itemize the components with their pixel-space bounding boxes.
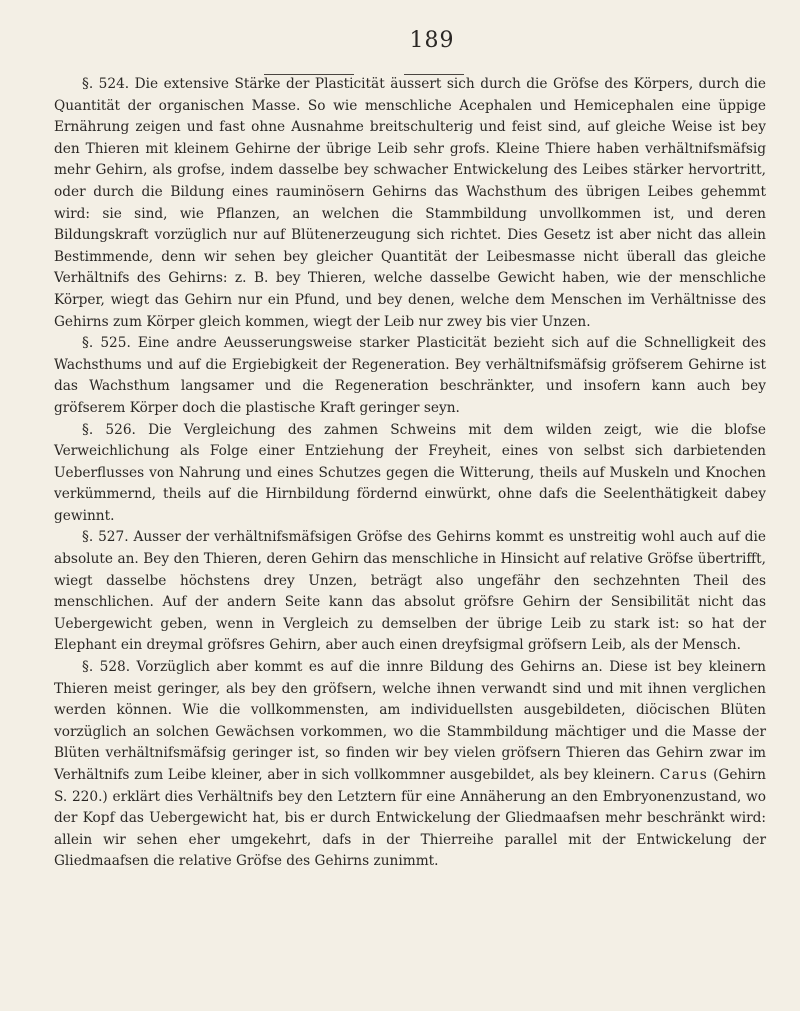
paragraph-528-text-before: §. 528. Vorzüglich aber kommt es auf die innre Bildung des Gehirns an. Diese ist bey kleinern Thieren meist geringer, als bey den gröfsern, welche ihnen verwandt sind und mit ihnen verglichen werden können. Wie die vollkommensten, am individuellsten ausgebildeten, diöcischen Blüten vorzüglich an solchen Gewächsen vorkommen, wo die Stammbildung mächtiger und die Masse der Blüten verhältnifsmäfsig geringer ist, so finden wir bey vielen gröfsern Thieren das Gehirn zwar im Verhältnifs zum Leibe kleiner, aber in sich vollkommner ausgebildet, als bey kleinern. xyxy=(54,659,766,783)
header-rule xyxy=(54,74,766,75)
paragraph-526: §. 526. Die Vergleichung des zahmen Schweins mit dem wilden zeigt, wie die blofse Verweichlichung als Folge einer Entziehung der Freyheit, eines von selbst sich darbietenden Ueberflusses von Nahrung und eines Schutzes gegen die Witterung, theils auf Muskeln und Knochen verkümmernd, theils auf die Hirnbildung fördernd einwürkt, ohne dafs die Seelenthätigkeit dabey gewinnt. xyxy=(54,421,766,524)
paragraph-527: §. 527. Ausser der verhältnifsmäfsigen Gröfse des Gehirns kommt es unstreitig wohl auch auf die absolute an. Bey den Thieren, deren Gehirn das menschliche in Hinsicht auf relative Gröfse übertrifft, wiegt dasselbe höchstens drey Unzen, beträgt also ungefähr den sechzehnten Theil des menschlichen. Auf der andern Seite kann das absolut gröfsre Gehirn der Sensibilität nicht das Uebergewicht geben, wenn in Vergleich zu demselben der übrige Leib zu stark ist: so hat der Elephant ein dreymal gröfsres Gehirn, aber auch einen dreyfsigmal gröfsern Leib, als der Mensch. xyxy=(54,529,766,654)
paragraph-528 xyxy=(54,657,766,873)
paragraph-528-text-after: (Gehirn S. 220.) erklärt dies Verhältnifs bey den Letztern für eine Annäherung an den Embryonenzustand, wo der Kopf das Uebergewicht hat, bis er durch Entwickelung der Gliedmaafsen mehr beschränkt wird: allein wir sehen eher umgekehrt, dafs in der Thierreihe parallel mit der Entwickelung der Gliedmaafsen die relative Gröfse des Gehirns zunimmt. xyxy=(54,767,766,870)
author-name-carus: Carus xyxy=(659,767,709,783)
book-page xyxy=(54,30,766,873)
paragraph-524: §. 524. Die extensive Stärke der Plasticität äussert sich durch die Gröfse des Körpers, durch die Quantität der organischen Masse. So wie menschliche Acephalen und Hemicephalen eine üppige Ernährung zeigen und fast ohne Ausnahme breitschulterig und feist sind, auf gleiche Weise ist bey den Thieren mit kleinem Gehirne der übrige Leib sehr grofs. Kleine Thiere haben verhältnifsmäfsig mehr Gehirn, als grofse, indem dasselbe bey schwacher Entwickelung des Leibes stärker hervortritt, oder durch die Bildung eines rauminösern Gehirns das Wachsthum des übrigen Leibes gehemmt wird: sie sind, wie Pflanzen, an welchen die Stammbildung unvollkommen ist, und deren Bildungskraft vorzüglich nur auf Blütenerzeugung sich richtet. Dies Gesetz ist aber nicht das allein Bestimmende, denn wir sehen bey gleicher Quantität der Leibesmasse nicht überall das gleiche Verhältnifs des Gehirns: z. B. bey Thieren, welche dasselbe Gewicht haben, wie der menschliche Körper, wiegt das Gehirn nur ein Pfund, und bey denen, welche dem Menschen im Verhältnisse des Gehirns zum Körper gleich kommen, wiegt der Leib nur zwey bis vier Unzen. xyxy=(54,76,766,330)
paragraph-525: §. 525. Eine andre Aeusserungsweise starker Plasticität bezieht sich auf die Schnelligkeit des Wachsthums und auf die Ergiebigkeit der Regeneration. Bey verhältnifsmäfsig gröfserem Gehirne ist das Wachsthum langsamer und die Regeneration beschränkter, und insofern kann auch bey gröfserem Körper doch die plastische Kraft geringer seyn. xyxy=(54,335,766,416)
body-text xyxy=(54,74,766,873)
page-number: 189 xyxy=(409,28,455,53)
